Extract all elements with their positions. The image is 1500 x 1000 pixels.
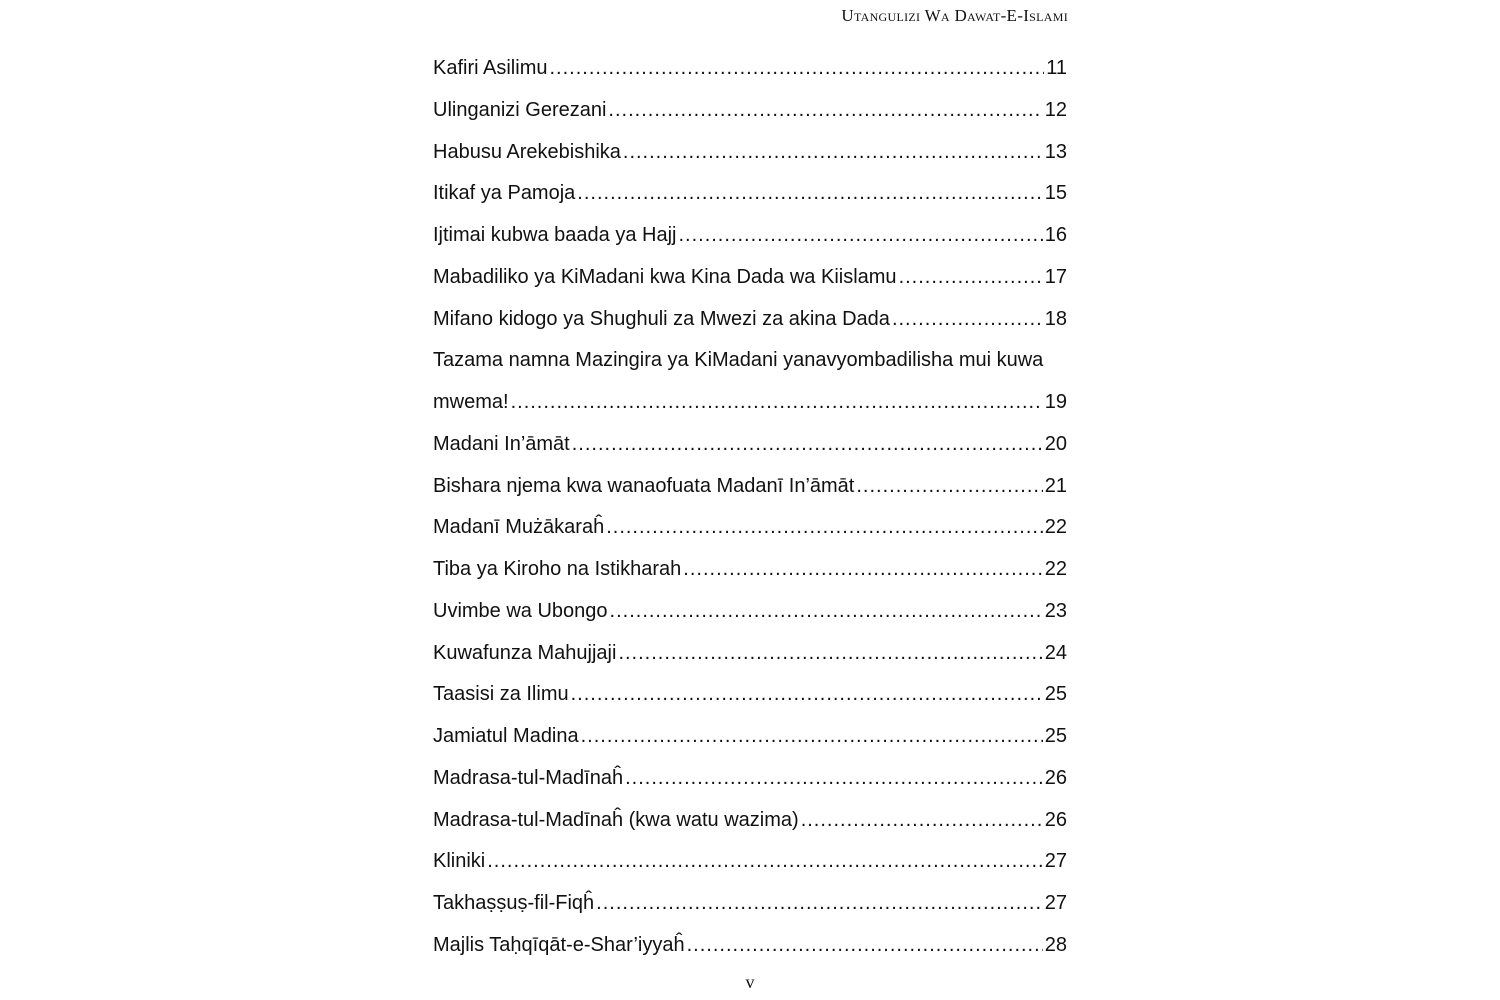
toc-entry-ulinganizi-gerezani[interactable] xyxy=(433,90,1067,132)
toc-entry-page: 15 xyxy=(1044,182,1067,205)
toc-entry-title-line1: Tazama namna Mazingira ya KiMadani yanavyombadilisha mui kuwa xyxy=(433,349,1044,372)
toc-entry-title: Madani In’āmāt xyxy=(433,432,570,455)
dot-leader xyxy=(892,299,1043,341)
dot-leader xyxy=(687,925,1043,967)
toc-entry-kafiri-asilimu[interactable] xyxy=(433,48,1067,90)
toc-entry-mifano-kidogo[interactable] xyxy=(433,299,1067,341)
toc-entry-page: 16 xyxy=(1044,224,1067,246)
toc-entry-page: 24 xyxy=(1044,641,1067,664)
toc-entry-page: 17 xyxy=(1044,265,1067,288)
dot-leader xyxy=(683,549,1042,591)
toc-entry-page: 22 xyxy=(1044,558,1067,580)
toc-entry-page: 18 xyxy=(1044,307,1067,330)
toc-entry-itikaf-ya-pamoja[interactable] xyxy=(433,173,1067,215)
table-of-contents xyxy=(433,48,1067,967)
toc-entry-page: 21 xyxy=(1044,474,1067,497)
toc-entry-page: 19 xyxy=(1044,391,1067,413)
dot-leader xyxy=(577,173,1042,215)
toc-entry-ijtimai-kubwa[interactable] xyxy=(433,215,1067,257)
toc-entry-title: Jamiatul Madina xyxy=(433,725,579,747)
dot-leader xyxy=(549,48,1044,90)
dot-leader xyxy=(610,591,1043,633)
toc-entry-page: 23 xyxy=(1044,599,1067,622)
toc-entry-page: 12 xyxy=(1044,98,1067,121)
toc-entry-title: Uvimbe wa Ubongo xyxy=(433,599,608,622)
toc-entry-title: mwema! xyxy=(433,391,509,413)
dot-leader xyxy=(678,215,1042,257)
toc-entry-page: 26 xyxy=(1044,808,1067,831)
toc-entry-page: 26 xyxy=(1044,766,1067,789)
dot-leader xyxy=(625,758,1043,800)
toc-entry-title: Bishara njema kwa wanaofuata Madanī In’āmāt xyxy=(433,474,855,497)
dot-leader xyxy=(572,424,1043,466)
toc-entry-title: Mabadiliko ya KiMadani kwa Kina Dada wa Kiislamu xyxy=(433,265,897,288)
page-number: v xyxy=(745,972,755,992)
dot-leader xyxy=(596,883,1043,925)
toc-entry-title: Takhaṣṣuṣ-fil-Fiqĥ xyxy=(433,892,595,914)
dot-leader xyxy=(487,841,1043,883)
toc-entry-page: 13 xyxy=(1044,140,1067,163)
toc-entry-madani-inamat[interactable] xyxy=(433,424,1067,466)
toc-entry-kuwafunza-mahujjaji[interactable] xyxy=(433,633,1067,675)
toc-entry-title: Kafiri Asilimu xyxy=(433,57,548,79)
toc-entry-kliniki[interactable] xyxy=(433,841,1067,883)
toc-entry-title: Tiba ya Kiroho na Istikharah xyxy=(433,558,682,580)
dot-leader xyxy=(511,382,1043,424)
toc-entry-page: 28 xyxy=(1044,933,1067,956)
dot-leader xyxy=(623,132,1043,174)
running-header: Utangulizi Wa Dawat-E-Islami xyxy=(841,6,1068,25)
toc-entry-page: 20 xyxy=(1044,432,1067,455)
toc-entry-page: 11 xyxy=(1046,57,1067,79)
toc-entry-page: 22 xyxy=(1044,516,1067,539)
dot-leader xyxy=(606,507,1043,549)
toc-entry-uvimbe-wa-ubongo[interactable] xyxy=(433,591,1067,633)
toc-entry-title: Habusu Arekebishika xyxy=(433,140,621,163)
dot-leader xyxy=(618,633,1042,675)
toc-entry-tazama-namna[interactable] xyxy=(433,340,1067,424)
toc-entry-title: Kliniki xyxy=(433,850,486,873)
toc-entry-page: 27 xyxy=(1044,850,1067,873)
dot-leader xyxy=(801,800,1043,842)
toc-entry-majlis-tahqiqat[interactable] xyxy=(433,925,1067,967)
toc-entry-jamiatul-madina[interactable] xyxy=(433,716,1067,758)
toc-entry-title: Madrasa-tul-Madīnaĥ (kwa watu wazima) xyxy=(433,808,799,831)
toc-entry-madrasa-tul-madinah-wazima[interactable] xyxy=(433,800,1067,842)
toc-entry-title: Itikaf ya Pamoja xyxy=(433,182,576,205)
toc-entry-title: Madrasa-tul-Madīnaĥ xyxy=(433,766,624,789)
dot-leader xyxy=(581,716,1043,758)
toc-entry-title: Ijtimai kubwa baada ya Hajj xyxy=(433,224,677,246)
toc-entry-title: Madanī Mużākaraĥ xyxy=(433,516,605,539)
toc-entry-title: Majlis Taḥqīqāt-e-Shar’iyyaĥ xyxy=(433,933,685,956)
toc-entry-title: Kuwafunza Mahujjaji xyxy=(433,641,617,664)
toc-entry-madrasa-tul-madinah[interactable] xyxy=(433,758,1067,800)
toc-entry-takhassus-fil-fiqh[interactable] xyxy=(433,883,1067,925)
toc-entry-page: 25 xyxy=(1044,725,1067,747)
toc-entry-tiba-ya-kiroho[interactable] xyxy=(433,549,1067,591)
toc-entry-title: Mifano kidogo ya Shughuli za Mwezi za akina Dada xyxy=(433,307,890,330)
toc-entry-taasisi-za-ilimu[interactable] xyxy=(433,674,1067,716)
toc-entry-title: Taasisi za Ilimu xyxy=(433,683,569,706)
toc-entry-bishara-njema[interactable] xyxy=(433,466,1067,508)
dot-leader xyxy=(571,674,1043,716)
toc-entry-page: 27 xyxy=(1044,892,1067,914)
toc-entry-mabadiliko[interactable] xyxy=(433,257,1067,299)
toc-entry-title: Ulinganizi Gerezani xyxy=(433,98,607,121)
dot-leader xyxy=(608,90,1042,132)
toc-entry-madani-muzakarah[interactable] xyxy=(433,507,1067,549)
toc-entry-habusu-arekebishika[interactable] xyxy=(433,132,1067,174)
toc-entry-page: 25 xyxy=(1044,683,1067,706)
dot-leader xyxy=(899,257,1043,299)
dot-leader xyxy=(856,466,1042,508)
